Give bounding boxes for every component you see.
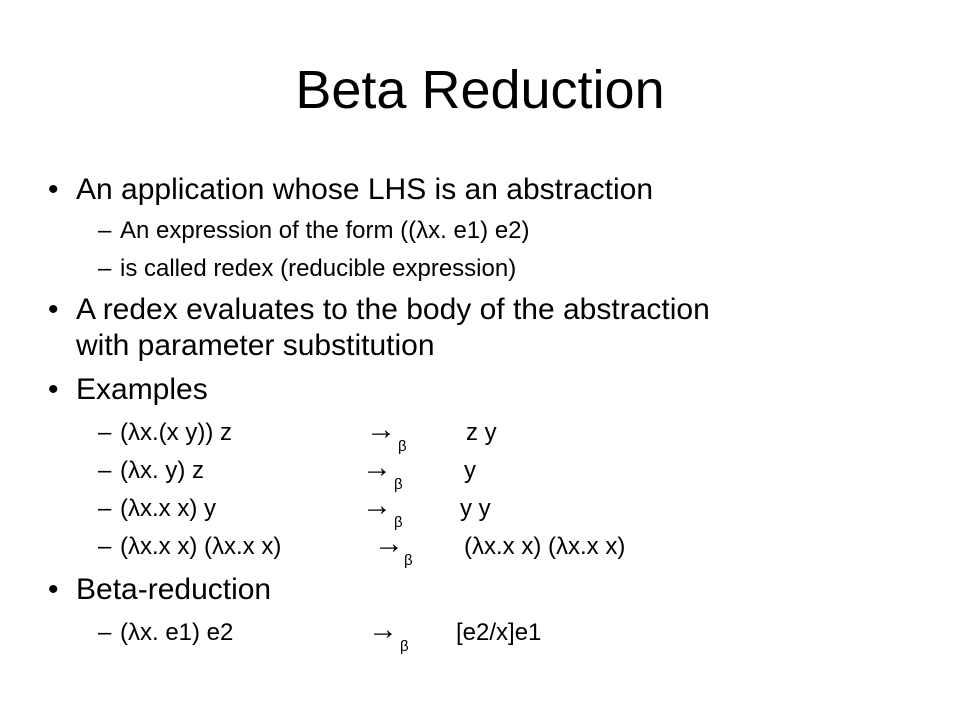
example-row [98, 451, 798, 493]
bullet-marker: • [48, 573, 59, 606]
dash-marker: – [98, 533, 112, 560]
beta-rule-rhs: [e2/x]e1 [456, 619, 542, 646]
beta-arrow: → [366, 413, 396, 446]
dash-marker: – [98, 495, 112, 522]
beta-rule-lhs: (λx. e1) e2 [120, 619, 234, 646]
example-row [98, 527, 798, 569]
example-rhs: y [464, 457, 476, 484]
bullet-text-line1: A redex evaluates to the body of the abstraction [76, 293, 710, 326]
beta-rule-row [98, 613, 798, 655]
example-row [98, 413, 798, 455]
beta-arrow: → [368, 613, 398, 646]
bullet-text-line2: with parameter substitution [76, 329, 435, 362]
example-lhs: (λx.x x) y [120, 495, 216, 522]
sub-bullet-text: An expression of the form ((λx. e1) e2) [120, 217, 530, 244]
beta-subscript: β [404, 552, 413, 569]
bullet-text: An application whose LHS is an abstraction [76, 173, 654, 206]
bullet-marker: • [48, 173, 59, 206]
sub-bullet-text: is called redex (reducible expression) [120, 255, 517, 282]
beta-arrow: → [374, 527, 404, 560]
example-rhs: z y [466, 419, 497, 446]
beta-subscript: β [400, 638, 409, 655]
beta-subscript: β [398, 438, 407, 455]
example-row [98, 489, 798, 531]
bullet-text: Beta-reduction [76, 573, 272, 606]
dash-marker: – [98, 619, 112, 646]
example-lhs: (λx. y) z [120, 457, 204, 484]
beta-arrow: → [362, 489, 392, 522]
example-rhs: (λx.x x) (λx.x x) [464, 533, 626, 560]
dash-marker: – [98, 217, 112, 244]
dash-marker: – [98, 457, 112, 484]
beta-subscript: β [394, 514, 403, 531]
beta-arrow: → [362, 451, 392, 484]
beta-subscript: β [394, 476, 403, 493]
dash-marker: – [98, 419, 112, 446]
example-lhs: (λx.x x) (λx.x x) [120, 533, 282, 560]
example-lhs: (λx.(x y)) z [120, 419, 232, 446]
example-rhs: y y [460, 495, 491, 522]
bullet-marker: • [48, 373, 59, 406]
bullet-text: Examples [76, 373, 208, 406]
slide-title: Beta Reduction [295, 60, 665, 120]
dash-marker: – [98, 255, 112, 282]
bullet-marker: • [48, 293, 59, 326]
